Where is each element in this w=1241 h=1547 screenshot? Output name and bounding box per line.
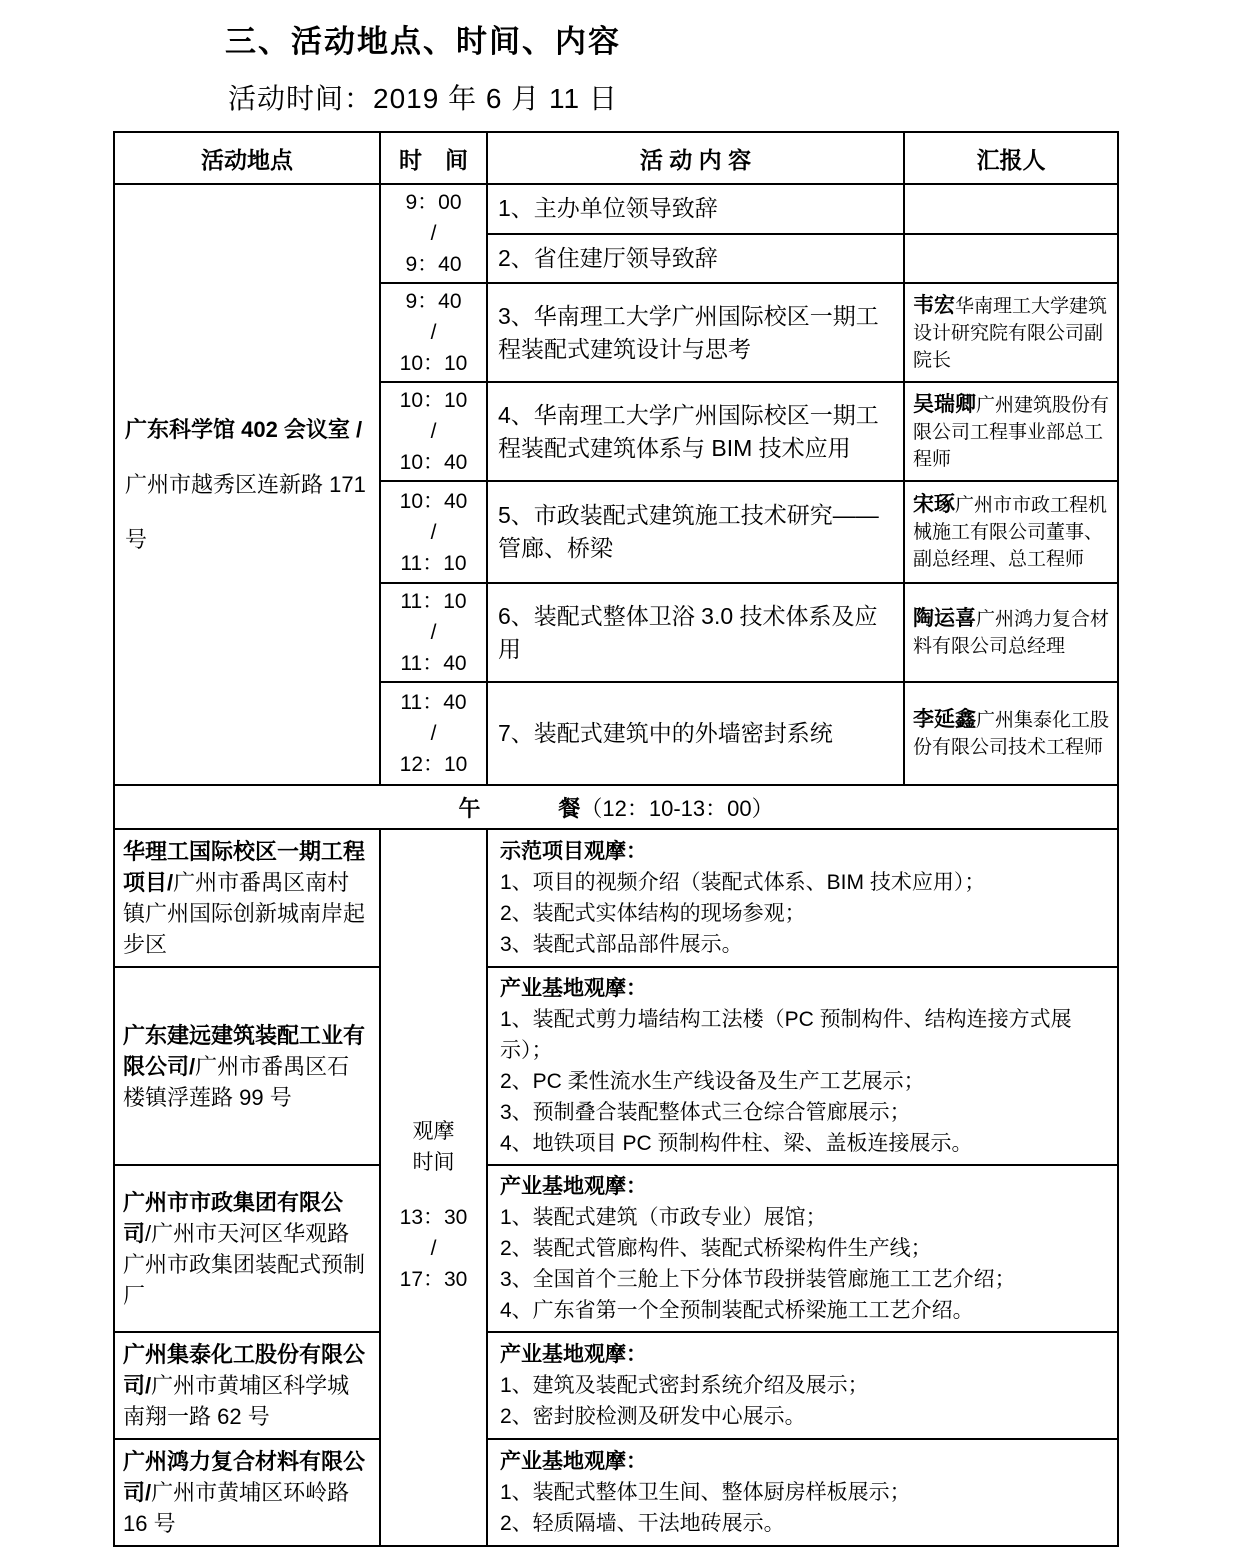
content-cell: 7、装配式建筑中的外墙密封系统: [487, 682, 904, 785]
page-subtitle: 活动时间：2019 年 6 月 11 日: [228, 83, 618, 114]
reporter-affiliation: 广州建筑股份有限公司工程事业部总工程师: [913, 394, 1110, 470]
content-item: 4、地铁项目 PC 预制构件柱、梁、盖板连接展示。: [500, 1132, 973, 1155]
lunch-label-left: 午: [458, 795, 481, 821]
col-header-location: 活动地点: [114, 132, 380, 184]
visit-location-cell: [114, 1332, 380, 1439]
reporter-cell: [904, 583, 1118, 682]
content-cell: 1、主办单位领导致辞: [487, 184, 904, 234]
lunch-time: （12：10-13：00）: [580, 795, 774, 821]
lunch-row: [114, 785, 1118, 829]
site-address: 广州市越秀区连新路 171 号: [125, 472, 366, 552]
session-row-opening-1: [114, 184, 1118, 234]
morning-location-cell: [114, 184, 380, 785]
visit-row-2: [114, 967, 1118, 1165]
reporter-name: 吴瑞卿: [913, 392, 976, 416]
page-title: 三、活动地点、时间、内容: [225, 24, 621, 59]
reporter-name: 李延鑫: [913, 708, 976, 731]
reporter-affiliation: 广州鸿力复合材料有限公司总经理: [913, 609, 1110, 657]
reporter-cell: [904, 682, 1118, 785]
visit-row-1: [114, 829, 1118, 967]
reporter-name: 陶运喜: [913, 607, 976, 630]
visit-location-cell: [114, 1165, 380, 1332]
visit-row-3: [114, 1165, 1118, 1332]
content-heading: 产业基地观摩：: [500, 1343, 647, 1366]
reporter-cell-empty: [904, 234, 1118, 284]
site-name: 广州市市政集团有限公司: [123, 1189, 344, 1246]
site-address: /广州市天河区华观路广州市政集团装配式预制厂: [123, 1220, 366, 1308]
reporter-cell: [904, 382, 1118, 481]
content-item: 2、PC 柔性流水生产线设备及生产工艺展示；: [500, 1070, 925, 1093]
content-item: 2、密封胶检测及研发中心展示。: [500, 1405, 806, 1428]
visit-content-cell: [487, 1165, 1118, 1332]
content-heading: 产业基地观摩：: [500, 1450, 647, 1473]
visit-location-cell: [114, 967, 380, 1165]
time-cell: 11：40 / 12：10: [380, 682, 487, 785]
site-name: 广东建远建筑装配工业有限公司/: [123, 1022, 366, 1079]
visit-content-cell: [487, 967, 1118, 1165]
site-name: 广州鸿力复合材料有限公司/: [123, 1449, 366, 1505]
schedule-table: [113, 131, 1119, 1547]
content-item: 1、装配式整体卫生间、整体厨房样板展示；: [500, 1481, 911, 1504]
content-item: 1、建筑及装配式密封系统介绍及展示；: [500, 1374, 869, 1397]
content-item: 3、全国首个三舱上下分体节段拼装管廊施工工艺介绍；: [500, 1268, 1016, 1291]
site-address: 广州市黄埔区环岭路 16 号: [123, 1480, 350, 1536]
site-name: 广东科学馆 402 会议室 /: [125, 417, 363, 442]
reporter-cell: [904, 481, 1118, 583]
visit-content-cell: [487, 1439, 1118, 1546]
content-cell: 5、市政装配式建筑施工技术研究——管廊、桥梁: [487, 481, 904, 583]
visit-content-cell: [487, 829, 1118, 967]
content-heading: 产业基地观摩：: [500, 977, 647, 1000]
content-cell: 6、装配式整体卫浴 3.0 技术体系及应用: [487, 583, 904, 682]
time-cell-opening: 9：00 / 9：40: [380, 184, 487, 283]
col-header-reporter: 汇报人: [904, 132, 1118, 184]
reporter-affiliation: 华南理工大学建筑设计研究院有限公司副院长: [913, 295, 1108, 371]
lunch-label-right: 餐: [558, 795, 581, 821]
site-name: 华理工国际校区一期工程项目/: [123, 839, 366, 895]
visit-time-cell: 观摩 时间 13：30 / 17：30: [380, 829, 487, 1546]
reporter-name: 韦宏: [913, 293, 955, 317]
visit-row-5: [114, 1439, 1118, 1546]
visit-row-4: [114, 1332, 1118, 1439]
content-item: 4、广东省第一个全预制装配式桥梁施工工艺介绍。: [500, 1299, 974, 1322]
content-item: 3、装配式部品部件展示。: [500, 933, 743, 956]
content-item: 3、预制叠合装配整体式三仓综合管廊展示；: [500, 1101, 911, 1124]
content-cell: 2、省住建厅领导致辞: [487, 234, 904, 284]
visit-content-cell: [487, 1332, 1118, 1439]
content-item: 1、装配式剪力墙结构工法楼（PC 预制构件、结构连接方式展示）；: [500, 1008, 1072, 1062]
col-header-time: 时 间: [380, 132, 487, 184]
visit-location-cell: [114, 829, 380, 967]
content-item: 2、装配式管廊构件、装配式桥梁构件生产线；: [500, 1237, 932, 1260]
site-address: 广州市番禺区南村镇广州国际创新城南岸起步区: [123, 870, 366, 957]
content-item: 1、项目的视频介绍（装配式体系、BIM 技术应用）；: [500, 871, 986, 894]
content-cell: 4、华南理工大学广州国际校区一期工程装配式建筑体系与 BIM 技术应用: [487, 382, 904, 481]
time-cell: 10：10 / 10：40: [380, 382, 487, 481]
header-row: [114, 132, 1118, 184]
site-address: 广州市黄埔区科学城南翔一路 62 号: [123, 1373, 350, 1429]
content-item: 1、装配式建筑（市政专业）展馆；: [500, 1206, 827, 1229]
content-item: 2、装配式实体结构的现场参观；: [500, 902, 806, 925]
lunch-cell: [114, 785, 1118, 829]
reporter-affiliation: 广州集泰化工股份有限公司技术工程师: [913, 710, 1110, 758]
reporter-cell-empty: [904, 184, 1118, 234]
reporter-name: 宋琢: [913, 493, 955, 516]
content-heading: 产业基地观摩：: [500, 1175, 647, 1198]
reporter-affiliation: 广州市市政工程机械施工有限公司董事、副总经理、总工程师: [913, 495, 1108, 570]
reporter-cell: [904, 283, 1118, 382]
time-cell: 9：40 / 10：10: [380, 283, 487, 382]
time-cell: 11：10 / 11：40: [380, 583, 487, 682]
visit-location-cell: [114, 1439, 380, 1546]
content-cell: 3、华南理工大学广州国际校区一期工程装配式建筑设计与思考: [487, 283, 904, 382]
site-name: 广州集泰化工股份有限公司/: [123, 1342, 366, 1398]
time-cell: 10：40 / 11：10: [380, 481, 487, 583]
site-address: 广州市番禺区石楼镇浮莲路 99 号: [123, 1053, 350, 1110]
col-header-content: 活 动 内 容: [487, 132, 904, 184]
content-item: 2、轻质隔墙、干法地砖展示。: [500, 1512, 785, 1535]
content-heading: 示范项目观摩：: [500, 840, 647, 863]
